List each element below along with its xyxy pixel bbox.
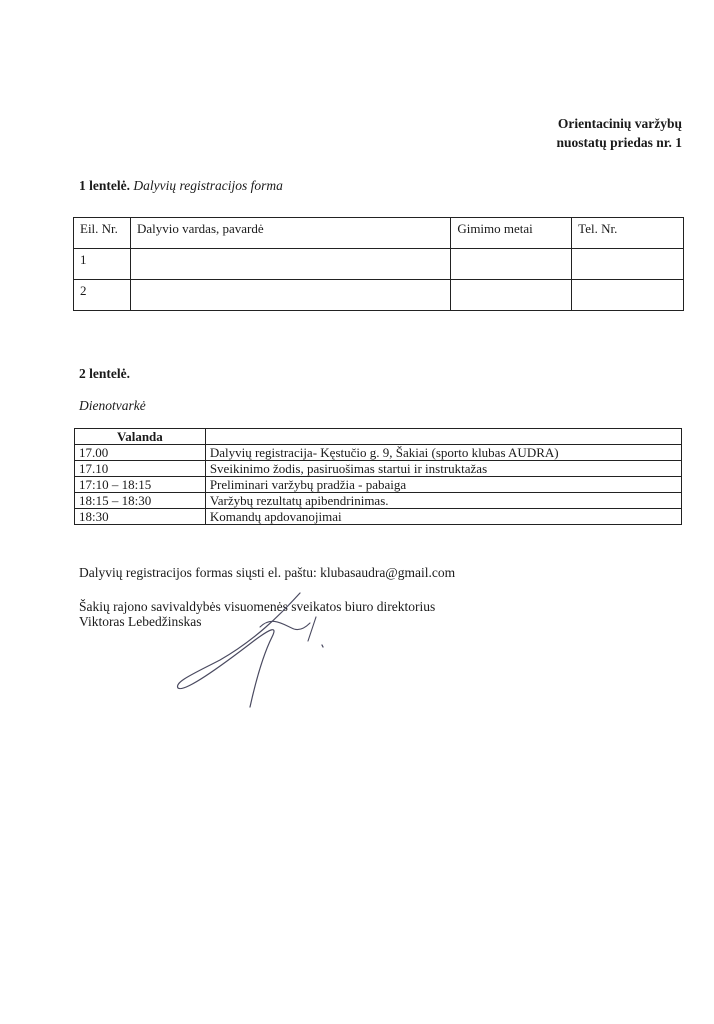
table-row	[74, 249, 684, 280]
table2-subtitle: Dienotvarkė	[79, 398, 146, 413]
time-cell: 17:10 – 18:15	[75, 477, 206, 493]
event-cell: Varžybų rezultatų apibendrinimas.	[205, 493, 681, 509]
schedule-row	[75, 493, 682, 509]
schedule-row	[75, 445, 682, 461]
event-cell: Sveikinimo žodis, pasiruošimas startui ir instruktažas	[205, 461, 681, 477]
name-cell	[130, 249, 450, 280]
column-header: Gimimo metai	[451, 218, 572, 249]
row-number-cell: 1	[74, 249, 131, 280]
schedule-row	[75, 461, 682, 477]
table-row	[74, 280, 684, 311]
table1-caption-number: 1 lentelė.	[79, 178, 130, 193]
schedule-row	[75, 477, 682, 493]
column-header: Eil. Nr.	[74, 218, 131, 249]
signer-title: Šakių rajono savivaldybės visuomenės sveikatos biuro direktorius	[79, 599, 436, 614]
table-header-row	[74, 218, 684, 249]
time-cell: 17.10	[75, 461, 206, 477]
column-header: Tel. Nr.	[572, 218, 684, 249]
registration-form-table	[73, 217, 684, 311]
birth-year-cell	[451, 249, 572, 280]
phone-cell	[572, 249, 684, 280]
schedule-table	[74, 428, 682, 525]
time-cell: 18:30	[75, 509, 206, 525]
event-cell: Komandų apdovanojimai	[205, 509, 681, 525]
column-header: Dalyvio vardas, pavardė	[130, 218, 450, 249]
handwritten-signature	[160, 585, 350, 715]
time-column-header: Valanda	[75, 429, 206, 445]
table2-caption: 2 lentelė.	[79, 366, 130, 381]
schedule-header-row	[75, 429, 682, 445]
table1-caption	[79, 178, 283, 194]
row-number-cell: 2	[74, 280, 131, 311]
annex-heading-line1: Orientacinių varžybų	[557, 116, 682, 131]
table1-caption-title: Dalyvių registracijos forma	[133, 178, 283, 193]
annex-heading	[556, 114, 682, 152]
phone-cell	[572, 280, 684, 311]
event-column-header	[205, 429, 681, 445]
name-cell	[130, 280, 450, 311]
event-cell: Preliminari varžybų pradžia - pabaiga	[205, 477, 681, 493]
time-cell: 18:15 – 18:30	[75, 493, 206, 509]
schedule-row	[75, 509, 682, 525]
time-cell: 17.00	[75, 445, 206, 461]
annex-heading-line2: nuostatų priedas nr. 1	[556, 135, 682, 150]
signer-name: Viktoras Lebedžinskas	[79, 614, 202, 629]
event-cell: Dalyvių registracija- Kęstučio g. 9, Šakiai (sporto klubas AUDRA)	[205, 445, 681, 461]
birth-year-cell	[451, 280, 572, 311]
email-instruction: Dalyvių registracijos formas siųsti el. paštu: klubasaudra@gmail.com	[79, 565, 456, 580]
